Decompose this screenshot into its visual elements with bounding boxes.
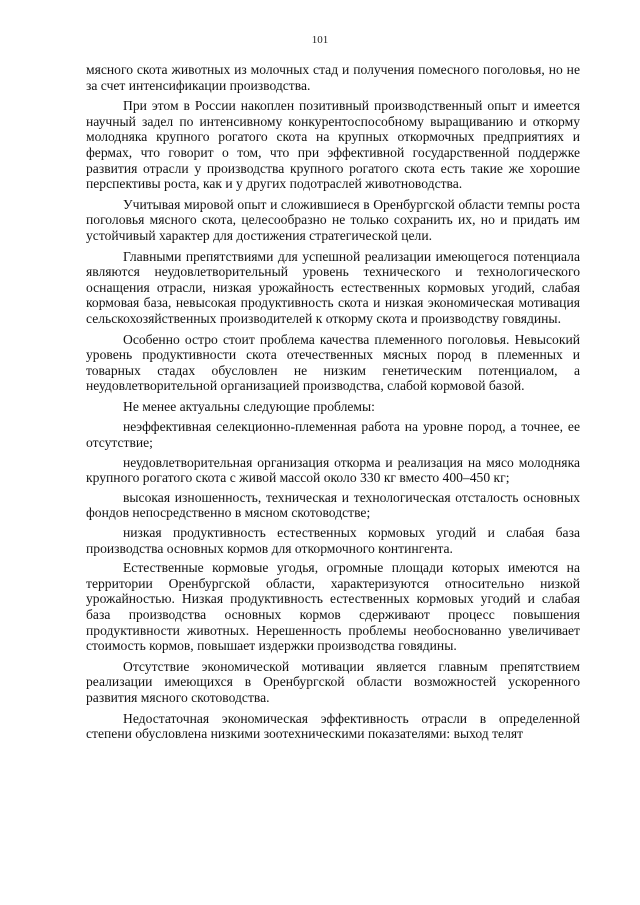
paragraph: Недостаточная экономическая эффективность отрасли в определенной степени обусловлена низкими зоотехническими показателями: выход телят: [86, 710, 580, 742]
paragraph: Особенно остро стоит проблема качества племенного поголовья. Невысокий уровень продуктивности скота отечественных мясных пород в племенных и товарных стадах обусловлен не низким генетическим потенциалом, а неудовлетворительной организацией производства, слабой кормовой базой.: [86, 331, 580, 394]
problem-list-item: неэффективная селекционно-племенная работа на уровне пород, а точнее, ее отсутствие;: [86, 419, 580, 451]
page-number: 101: [311, 34, 329, 46]
paragraph: Учитывая мировой опыт и сложившиеся в Оренбургской области темпы роста поголовья мясного скота, целесообразно не только сохранить их, но и придать им устойчивый характер для достижения стратегической цели.: [86, 196, 580, 243]
problem-list-item: низкая продуктивность естественных кормовых угодий и слабая база производства основных кормов для откормочного контингента.: [86, 525, 580, 556]
problem-list-item: неудовлетворительная организация откорма и реализация на мясо молодняка крупного рогатого скота с живой массой около 330 кг вместо 400–450 кг;: [86, 454, 580, 486]
paragraph-continuation: мясного скота животных из молочных стад и получения помесного поголовья, но не за счет интенсификации производства.: [86, 62, 580, 93]
paragraph: Отсутствие экономической мотивации является главным препятствием реализации имеющихся в Оренбургской области возможностей ускоренного развития мясного скотоводства.: [86, 658, 580, 705]
paragraph-list-intro: Не менее актуальны следующие проблемы:: [123, 398, 375, 414]
paragraph: Естественные кормовые угодья, огромные площади которых имеются на территории Оренбургской области, характеризуются относительно низкой урожайностью. Низкая продуктивность естественных кормовых угодий и слабая база производства основных кормов сдерживают процесс повышения продуктивности животных. Нерешенность проблемы необоснованно увеличивает стоимость кормов, повышает издержки производства говядины.: [86, 560, 580, 654]
paragraph: При этом в России накоплен позитивный производственный опыт и имеется научный задел по интенсивному конкурентоспособному выращиванию и откорму молодняка крупного рогатого скота на крупных откормочных предприятиях и фермах, что говорит о том, что при эффективной государственной поддержке развития отрасли у производства крупного рогатого скота есть такие же хорошие перспективы роста, как и у других подотраслей животноводства.: [86, 98, 580, 192]
problem-list-item: высокая изношенность, техническая и технологическая отсталость основных фондов непосредственно в мясном скотоводстве;: [86, 489, 580, 521]
paragraph: Главными препятствиями для успешной реализации имеющегося потенциала являются неудовлетворительный уровень технического и технологического оснащения отрасли, низкая урожайность естественных кормовых угодий, слабая кормовая база, невысокая продуктивность скота и низкая экономическая мотивация сельскохозяйственных производителей к откорму скота и производству говядины.: [86, 248, 580, 326]
body-text: [86, 62, 580, 747]
